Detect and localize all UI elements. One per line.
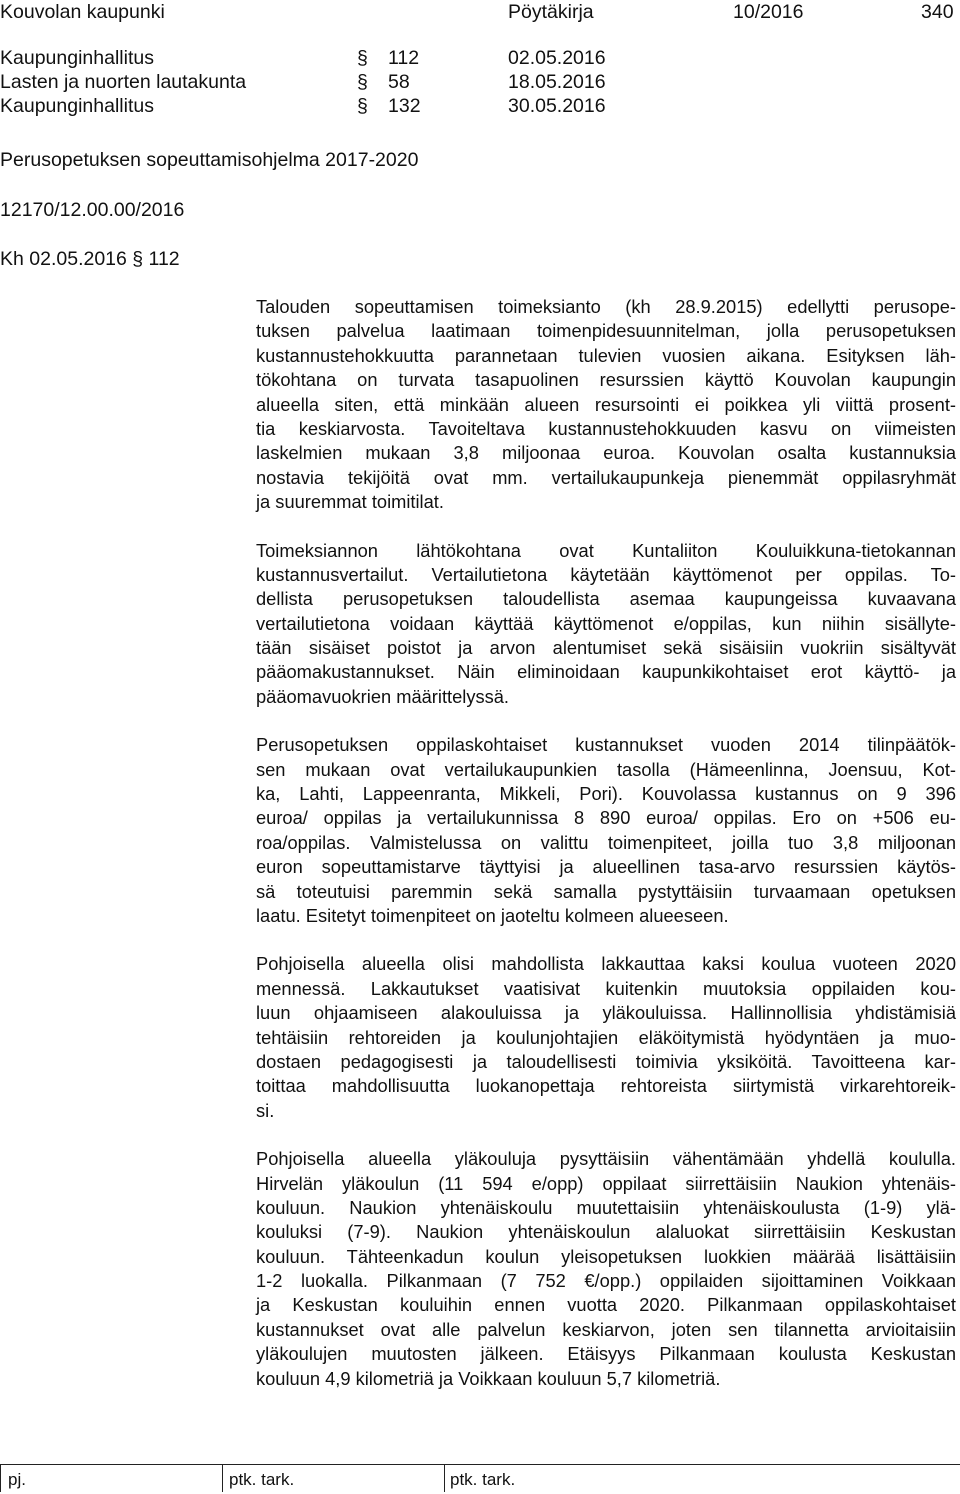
section-sign: § xyxy=(357,47,368,69)
text-line: dostaen pedagogisesti ja taloudellisesti toimivia yksiköitä. Tavoitteena kar- xyxy=(256,1050,956,1072)
body-paragraph xyxy=(256,733,956,928)
text-line: kouluksi (7-9). Naukion yhtenäiskoulun alaluokat siirrettäisiin Keskustan xyxy=(256,1221,956,1243)
reference-row xyxy=(0,94,640,118)
footer-tick xyxy=(222,1464,223,1492)
reference-body: Kaupunginhallitus xyxy=(0,95,154,117)
page-header xyxy=(0,0,960,26)
page-number: 340 xyxy=(921,1,954,23)
diary-number: 12170/12.00.00/2016 xyxy=(0,199,185,221)
reference-date: 02.05.2016 xyxy=(508,47,606,69)
city-name: Kouvolan kaupunki xyxy=(0,1,165,23)
reference-number: 58 xyxy=(388,71,410,93)
text-line: pääomakustannukset. Näin eliminoidaan kaupunkikohtaiset erot käyttö- ja xyxy=(256,661,956,683)
minutes-checker-label: ptk. tark. xyxy=(229,1470,295,1489)
text-line: roa/oppilas. Valmistelussa on valittu toimenpiteet, joilla tuo 3,8 miljoonan xyxy=(256,831,956,853)
text-line: pääomavuokrien määrittelyssä. xyxy=(256,685,510,707)
section-sign: § xyxy=(357,71,368,93)
body-paragraph xyxy=(256,295,956,515)
text-line: kustannustehokkuutta parannetaan tulevien vuosien aikana. Esityksen läh- xyxy=(256,344,956,366)
reference-row xyxy=(0,70,640,94)
text-line: kouluun. Tähteenkadun koulun yleisopetuksen luokkien määrää lisättäisiin xyxy=(256,1245,956,1267)
text-line: toittaa mahdollisuutta luokanopettaja rehtoreista siirtymistä virkarehtoreik- xyxy=(256,1075,956,1097)
text-line: Perusopetuksen oppilaskohtaiset kustannukset vuoden 2014 tilinpäätök- xyxy=(256,734,956,756)
text-line: alueella siten, että minkään alueen resursointi ei poikkea yli viittä prosent- xyxy=(256,393,956,415)
reference-body: Kaupunginhallitus xyxy=(0,47,154,69)
text-line: tia keskiarvosta. Tavoiteltava kustannustehokkuuden kasvu on viimeisten xyxy=(256,417,956,439)
reference-row xyxy=(0,46,640,70)
minutes-checker-label: ptk. tark. xyxy=(450,1470,516,1489)
text-line: yläkoulujen muutosten jälkeen. Etäisyys Pilkanmaan koulusta Keskustan xyxy=(256,1343,956,1365)
minute-reference: Kh 02.05.2016 § 112 xyxy=(0,248,180,270)
meeting-references xyxy=(0,46,640,118)
reference-date: 30.05.2016 xyxy=(508,95,606,117)
text-line: ja suuremmat toimitilat. xyxy=(256,491,444,513)
text-line: tökohtana on turvata tasapuolinen resurssien käyttö Kouvolan kaupungin xyxy=(256,369,956,391)
text-line: kouluun 4,9 kilometriä ja Voikkaan kouluun 5,7 kilometriä. xyxy=(256,1367,721,1389)
text-line: tään sisäiset poistot ja arvon alentumiset sekä sisäisiin vuokriin sisältyvät xyxy=(256,637,956,659)
document-type: Pöytäkirja xyxy=(508,1,594,23)
section-sign: § xyxy=(357,95,368,117)
text-line: Talouden sopeuttamisen toimeksianto (kh 28.9.2015) edellytti perusope- xyxy=(256,296,956,317)
text-line: mennessä. Lakkautukset vaatisivat kuitenkin muutoksia oppilaiden kou- xyxy=(256,977,956,999)
document-title: Perusopetuksen sopeuttamisohjelma 2017-2020 xyxy=(0,149,419,171)
text-line: euroa/ oppilas ja vertailukunnissa 8 890 euroa/ oppilas. Ero on +506 eu- xyxy=(256,807,956,829)
reference-number: 132 xyxy=(388,95,421,117)
chair-initials-label: pj. xyxy=(8,1470,26,1489)
text-line: vertailutietona voidaan käyttää käyttömenot e/oppilas, kun niihin sisällyte- xyxy=(256,612,956,634)
text-line: euron sopeuttamistarve täyttyisi ja alueellinen tasa-arvo resurssien käytös- xyxy=(256,856,956,878)
text-line: Pohjoisella alueella yläkouluja pysyttäisiin vähentämään yhdellä koululla. xyxy=(256,1148,956,1170)
text-line: Pohjoisella alueella olisi mahdollista lakkauttaa kaksi koulua vuoteen 2020 xyxy=(256,953,956,975)
text-line: sen mukaan ovat vertailukaupunkien tasolla (Hämeenlinna, Joensuu, Kot- xyxy=(256,758,956,780)
text-line: tehtäisiin rehtoreiden ja koulunjohtajien eläköitymistä hyödyntäen ja muo- xyxy=(256,1026,956,1048)
text-line: Toimeksiannon lähtökohtana ovat Kuntaliiton Kouluikkuna-tietokannan xyxy=(256,539,956,561)
reference-body: Lasten ja nuorten lautakunta xyxy=(0,71,247,93)
body-paragraph xyxy=(256,539,956,710)
body-paragraph xyxy=(256,952,956,1123)
text-line: kouluun. Naukion yhtenäiskoulu muutettaisiin yhtenäiskoulusta (1-9) ylä- xyxy=(256,1196,956,1218)
footer-tick xyxy=(0,1464,1,1492)
text-line: Hirvelän yläkoulun (11 594 e/opp) oppilaat siirrettäisiin Naukion yhtenäis- xyxy=(256,1172,956,1194)
text-line: luun ohjaamiseen alakouluissa ja yläkouluissa. Hallinnollisia yhdistämisiä xyxy=(256,1002,956,1024)
text-line: sä toteutuisi paremmin sekä samalla pystyttäisiin turvaamaan opetuksen xyxy=(256,880,956,902)
text-line: dellista perusopetuksen taloudellista asemaa kaupungeissa kuvaavana xyxy=(256,588,956,610)
text-line: laatu. Esitetyt toimenpiteet on jaoteltu kolmeen alueeseen. xyxy=(256,904,729,926)
body-paragraph xyxy=(256,1147,956,1391)
text-line: ja Keskustan kouluihin ennen vuotta 2020. Pilkanmaan oppilaskohtaiset xyxy=(256,1294,956,1316)
text-line: 1-2 luokalla. Pilkanmaan (7 752 €/opp.) oppilaiden sijoittaminen Voikkaan xyxy=(256,1270,956,1292)
text-line: ka, Lahti, Lappeenranta, Mikkeli, Pori). Kouvolassa kustannus on 9 396 xyxy=(256,783,956,805)
text-line: kustannukset ovat alle palvelun keskiarvon, joten sen tilannetta arvioitaisiin xyxy=(256,1318,956,1340)
text-line: nostavia tekijöitä ovat mm. vertailukaupunkeja pienemmät oppilasryhmät xyxy=(256,466,956,488)
issue-number: 10/2016 xyxy=(733,1,804,23)
reference-date: 18.05.2016 xyxy=(508,71,606,93)
reference-number: 112 xyxy=(388,47,420,69)
body-text xyxy=(256,295,956,1415)
text-line: si. xyxy=(256,1099,275,1121)
footer-rule xyxy=(0,1464,960,1465)
text-line: tuksen palvelua laatimaan toimenpidesuunnitelman, jolla perusopetuksen xyxy=(256,320,956,342)
text-line: laskelmien mukaan 3,8 miljoonaa euroa. Kouvolan osalta kustannuksia xyxy=(256,442,956,464)
signature-footer xyxy=(0,1458,960,1494)
footer-tick xyxy=(444,1464,445,1492)
text-line: kustannusvertailut. Vertailutietona käytetään käyttömenot per oppilas. To- xyxy=(256,563,956,585)
